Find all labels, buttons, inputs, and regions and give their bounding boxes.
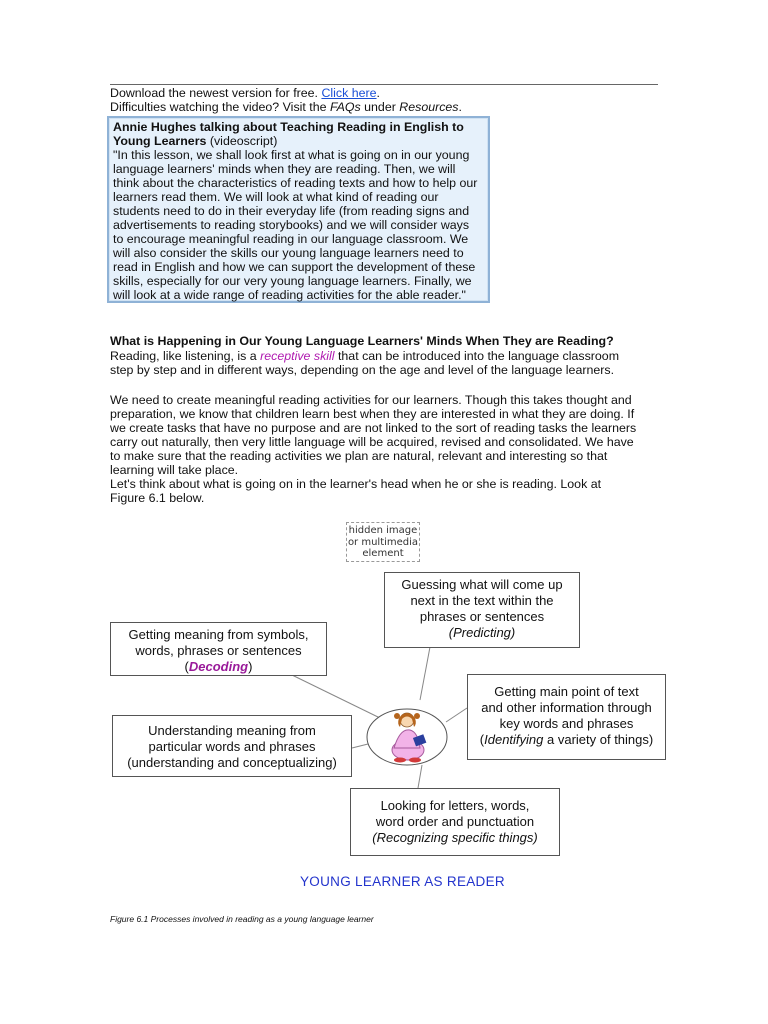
- paragraph-1-line1: Reading, like listening, is a receptive skill that can be introduced into the language classroom: [110, 349, 620, 363]
- faqs-text: FAQs: [329, 100, 361, 114]
- node-understanding: Understanding meaning from particular words and phrases (understanding and conceptualizing): [112, 715, 352, 777]
- node-identifying: Getting main point of text and other information through key words and phrases (Identifying a variety of things): [467, 674, 666, 760]
- node-recognizing: Looking for letters, words, word order and punctuation (Recognizing specific things): [350, 788, 560, 856]
- hidden-media-placeholder[interactable]: hidden image or multimedia element: [346, 522, 420, 562]
- node-predicting: Guessing what will come up next in the text within the phrases or sentences (Predicting): [384, 572, 580, 648]
- videoscript-line: will also consider the skills our young language learners need to: [113, 246, 464, 260]
- resources-text: Resources: [399, 100, 459, 114]
- paragraph-1-line2: step by step and in different ways, depending on the age and level of the language learners.: [110, 363, 615, 377]
- connector-recognizing: [418, 765, 422, 788]
- figure-caption: Figure 6.1 Processes involved in reading as a young language learner: [110, 914, 374, 924]
- videoscript-title-line2: Young Learners (videoscript): [113, 134, 278, 148]
- videoscript-line: to encourage meaningful reading in our language classroom. We: [113, 232, 469, 246]
- node-decoding: Getting meaning from symbols, words, phrases or sentences (Decoding): [110, 622, 327, 676]
- paragraph-line: to make sure that the reading activities we plan are natural, relevant and interesting so that: [110, 449, 608, 463]
- connector-understanding: [352, 744, 368, 748]
- videoscript-line: language learners' minds when they are reading. Then, we will: [113, 162, 456, 176]
- paragraph-line: carry out naturally, then very little language will be acquired, revised and consolidated. We have: [110, 435, 634, 449]
- diagram-title: YOUNG LEARNER AS READER: [300, 874, 505, 889]
- videoscript-line: students need to do in their everyday life (from reading signs and: [113, 204, 470, 218]
- section-heading: What is Happening in Our Young Language Learners' Minds When They are Reading?: [110, 334, 614, 348]
- paragraph-line: Let's think about what is going on in the learner's head when he or she is reading. Look at: [110, 477, 602, 491]
- connector-predicting: [420, 647, 430, 700]
- paragraph-line: Figure 6.1 below.: [110, 491, 205, 505]
- faq-line: Difficulties watching the video? Visit the FAQs under Resources.: [110, 100, 462, 114]
- videoscript-line: will look at a wide range of reading activities for the able reader.": [113, 288, 466, 302]
- paragraph-line: we create tasks that have no purpose and are not linked to the sort of reading tasks the learners: [110, 421, 637, 435]
- download-line: Download the newest version for free. Click here.: [110, 86, 380, 100]
- paragraph-line: We need to create meaningful reading activities for our learners. Though this takes thought and: [110, 393, 632, 407]
- connector-identifying: [446, 708, 467, 722]
- videoscript-line: think about the characteristics of reading texts and how to help our: [113, 176, 478, 190]
- click-here-link[interactable]: Click here: [321, 86, 377, 100]
- videoscript-line: learners read them. We will look at what kind of reading our: [113, 190, 439, 204]
- receptive-skill-term: receptive skill: [260, 349, 335, 363]
- paragraph-line: preparation, we know that children learn best when they are interested in what they are doing. If: [110, 407, 635, 421]
- videoscript-line: "In this lesson, we shall look first at what is going on in our young: [113, 148, 470, 162]
- videoscript-line: advertisements to reading storybooks) and we will consider ways: [113, 218, 470, 232]
- connector-decoding: [292, 675, 380, 718]
- paragraph-line: learning will take place.: [110, 463, 239, 477]
- videoscript-line: read in English and how we can support the development of these: [113, 260, 476, 274]
- videoscript-line: skills, especially for our very young language learners. Finally, we: [113, 274, 472, 288]
- videoscript-title-line1: Annie Hughes talking about Teaching Reading in English to: [113, 120, 464, 134]
